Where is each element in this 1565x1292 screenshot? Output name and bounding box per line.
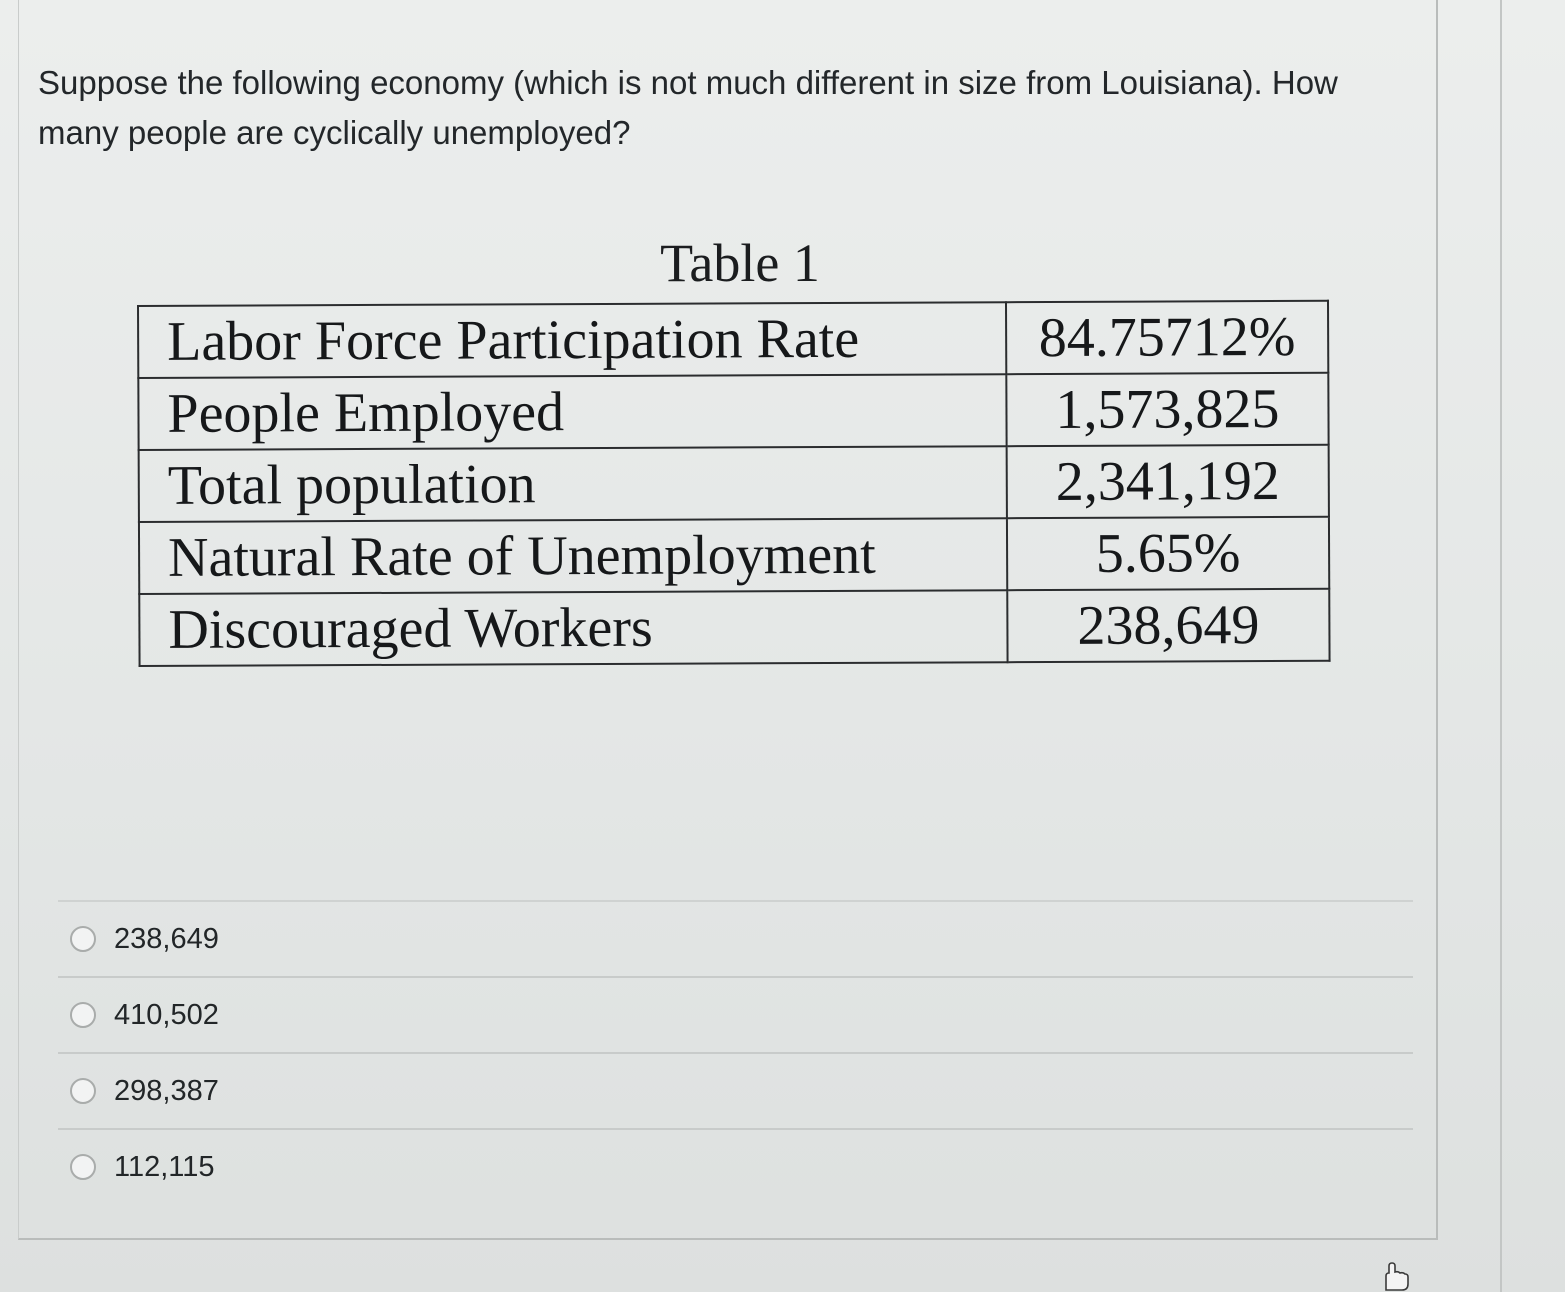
question-text: Suppose the following economy (which is not much different in size from Louisiana). How many people are cyclically unemployed? xyxy=(38,64,1338,151)
table-row xyxy=(138,301,1328,378)
table-row xyxy=(139,517,1329,594)
hand-pointer-icon xyxy=(1378,1262,1412,1292)
radio-button-icon[interactable] xyxy=(70,926,96,952)
table-row xyxy=(139,589,1329,666)
panel-divider xyxy=(1500,0,1502,1292)
row-label: People Employed xyxy=(138,374,1006,450)
answer-label[interactable]: 112,115 xyxy=(114,1150,215,1183)
table-row xyxy=(139,445,1329,522)
radio-button-icon[interactable] xyxy=(70,1078,96,1104)
economy-data-table xyxy=(137,300,1331,667)
table-row xyxy=(138,373,1328,450)
row-value: 5.65% xyxy=(1007,517,1329,590)
answer-option-1[interactable] xyxy=(58,900,1413,976)
answer-label[interactable]: 238,649 xyxy=(114,922,219,955)
row-label: Natural Rate of Unemployment xyxy=(139,518,1007,594)
table-caption: Table 1 xyxy=(660,233,820,293)
row-label: Labor Force Participation Rate xyxy=(138,302,1006,378)
radio-button-icon[interactable] xyxy=(70,1154,96,1180)
row-value: 2,341,192 xyxy=(1007,445,1329,518)
answer-label[interactable]: 410,502 xyxy=(114,998,219,1031)
answer-label[interactable]: 298,387 xyxy=(114,1074,219,1107)
row-label: Discouraged Workers xyxy=(139,590,1007,666)
row-value: 1,573,825 xyxy=(1006,373,1328,446)
answer-option-2[interactable] xyxy=(58,976,1413,1052)
answer-option-3[interactable] xyxy=(58,1052,1413,1128)
row-value: 84.75712% xyxy=(1006,301,1328,374)
answer-option-4[interactable] xyxy=(58,1128,1413,1204)
row-value: 238,649 xyxy=(1007,589,1329,662)
row-label: Total population xyxy=(139,446,1007,522)
radio-button-icon[interactable] xyxy=(70,1002,96,1028)
answer-options xyxy=(58,900,1413,1204)
